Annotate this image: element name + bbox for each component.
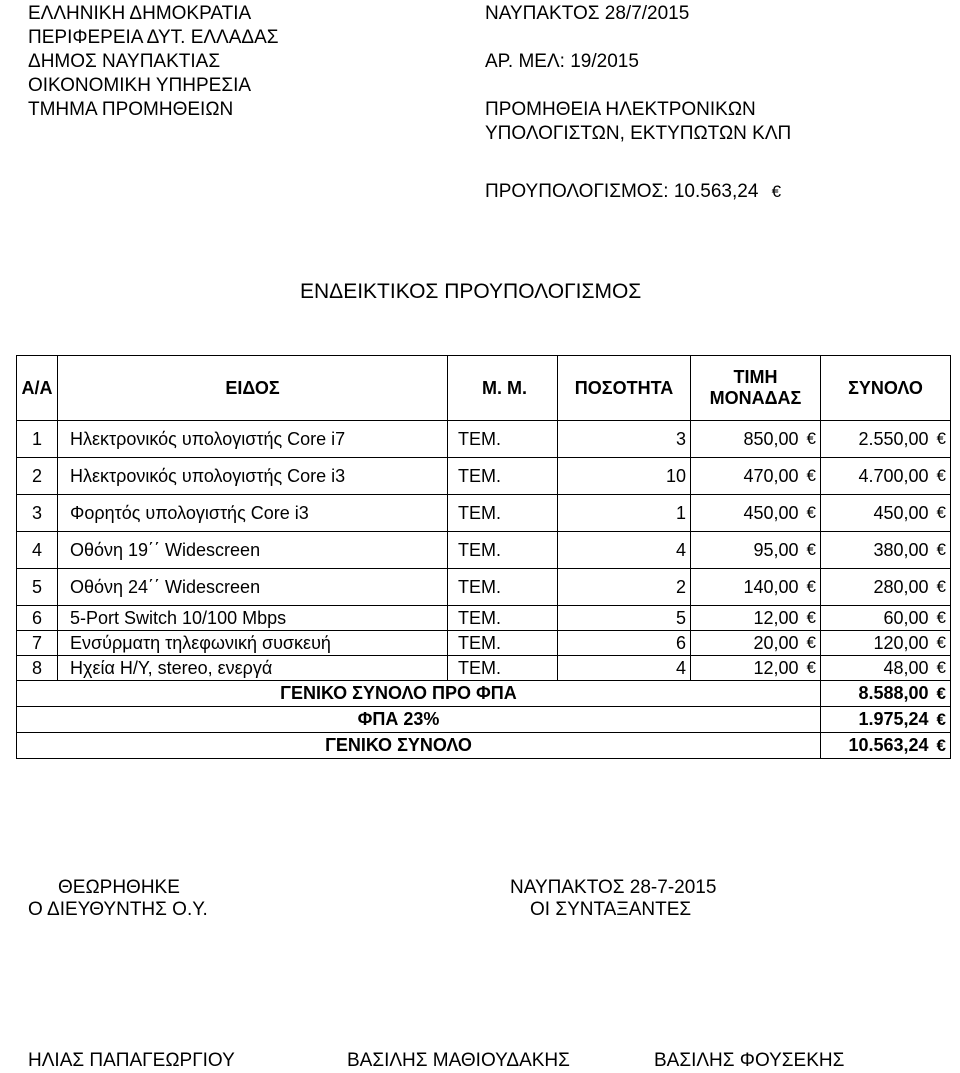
euro-icon: € xyxy=(806,633,816,652)
signatory-name: ΗΛΙΑΣ ΠΑΠΑΓΕΩΡΓΙΟΥ xyxy=(28,1050,235,1071)
total-value: 4.700,00 xyxy=(858,465,929,486)
euro-icon: € xyxy=(936,429,946,448)
table-row xyxy=(17,569,951,606)
summary-value: 10.563,24 xyxy=(848,735,929,755)
table-row xyxy=(17,458,951,495)
euro-icon: € xyxy=(806,466,816,485)
euro-icon: € xyxy=(806,503,816,522)
row-total xyxy=(821,532,951,569)
subject-line: ΥΠΟΛΟΓΙΣΤΩΝ, ΕΚΤΥΠΩΤΩΝ ΚΛΠ xyxy=(485,123,792,144)
table-row xyxy=(17,532,951,569)
summary-row xyxy=(17,707,951,733)
header-aa: Α/Α xyxy=(17,356,58,421)
euro-icon: € xyxy=(936,735,946,755)
director-title: Ο ΔΙΕΥΘΥΝΤΗΣ Ο.Υ. xyxy=(28,899,208,920)
row-aa: 2 xyxy=(17,458,58,495)
header-item: ΕΙΔΟΣ xyxy=(58,356,448,421)
row-unit-price xyxy=(691,656,821,681)
row-unit: ΤΕΜ. xyxy=(448,421,558,458)
approval-date: ΝΑΥΠΑΚΤΟΣ 28-7-2015 xyxy=(510,877,717,898)
row-qty: 2 xyxy=(558,569,691,606)
price-value: 470,00 xyxy=(743,465,799,486)
row-unit-price xyxy=(691,631,821,656)
euro-icon: € xyxy=(936,658,946,677)
row-total xyxy=(821,631,951,656)
row-item: Ενσύρματη τηλεφωνική συσκευή xyxy=(58,631,448,656)
euro-icon: € xyxy=(771,182,782,201)
summary-label: ΓΕΝΙΚΟ ΣΥΝΟΛΟ xyxy=(17,733,821,759)
row-item: 5-Port Switch 10/100 Mbps xyxy=(58,606,448,631)
approval-label: ΘΕΩΡΗΘΗΚΕ xyxy=(58,877,180,898)
price-value: 95,00 xyxy=(753,539,799,560)
table-row xyxy=(17,631,951,656)
euro-icon: € xyxy=(936,683,946,703)
summary-label: ΓΕΝΙΚΟ ΣΥΝΟΛΟ ΠΡΟ ΦΠΑ xyxy=(17,681,821,707)
row-unit-price xyxy=(691,606,821,631)
summary-amount xyxy=(821,707,951,733)
euro-icon: € xyxy=(806,608,816,627)
budget-table xyxy=(16,355,951,759)
table-row xyxy=(17,421,951,458)
row-aa: 7 xyxy=(17,631,58,656)
issuer-line: ΕΛΛΗΝΙΚΗ ΔΗΜΟΚΡΑΤΙΑ xyxy=(28,3,252,24)
row-total xyxy=(821,458,951,495)
row-total xyxy=(821,495,951,532)
budget-text: ΠΡΟΥΠΟΛΟΓΙΣΜΟΣ: 10.563,24 xyxy=(485,181,759,202)
row-unit-price xyxy=(691,421,821,458)
row-qty: 6 xyxy=(558,631,691,656)
price-value: 140,00 xyxy=(743,576,799,597)
row-item: Φορητός υπολογιστής Core i3 xyxy=(58,495,448,532)
row-total xyxy=(821,569,951,606)
total-value: 380,00 xyxy=(873,539,929,560)
authors-title: ΟΙ ΣΥΝΤΑΞΑΝΤΕΣ xyxy=(530,899,692,920)
row-unit-price xyxy=(691,495,821,532)
row-qty: 5 xyxy=(558,606,691,631)
row-qty: 10 xyxy=(558,458,691,495)
total-value: 120,00 xyxy=(873,632,929,653)
row-unit: ΤΕΜ. xyxy=(448,656,558,681)
price-value: 450,00 xyxy=(743,502,799,523)
total-value: 60,00 xyxy=(883,607,929,628)
row-unit-price xyxy=(691,532,821,569)
euro-icon: € xyxy=(806,540,816,559)
euro-icon: € xyxy=(806,429,816,448)
header-unit: Μ. Μ. xyxy=(448,356,558,421)
table-row xyxy=(17,495,951,532)
subject-block xyxy=(485,98,791,146)
budget-line xyxy=(485,180,781,204)
row-aa: 5 xyxy=(17,569,58,606)
issuer-line: ΠΕΡΙΦΕΡΕΙΑ ΔΥΤ. ΕΛΛΑΔΑΣ xyxy=(28,27,279,48)
row-unit: ΤΕΜ. xyxy=(448,569,558,606)
issuer-line: ΔΗΜΟΣ ΝΑΥΠΑΚΤΙΑΣ xyxy=(28,51,221,72)
row-total xyxy=(821,606,951,631)
table-row xyxy=(17,656,951,681)
price-value: 850,00 xyxy=(743,428,799,449)
euro-icon: € xyxy=(936,503,946,522)
row-unit: ΤΕΜ. xyxy=(448,631,558,656)
price-value: 12,00 xyxy=(753,607,799,628)
row-qty: 3 xyxy=(558,421,691,458)
summary-row xyxy=(17,733,951,759)
euro-icon: € xyxy=(806,577,816,596)
summary-value: 1.975,24 xyxy=(858,709,929,729)
row-qty: 4 xyxy=(558,532,691,569)
row-unit: ΤΕΜ. xyxy=(448,532,558,569)
euro-icon: € xyxy=(936,709,946,729)
issuer-block xyxy=(28,2,279,122)
row-unit: ΤΕΜ. xyxy=(448,495,558,532)
total-value: 48,00 xyxy=(883,657,929,678)
table-row xyxy=(17,606,951,631)
row-aa: 6 xyxy=(17,606,58,631)
row-aa: 4 xyxy=(17,532,58,569)
row-item: Οθόνη 19΄΄ Widescreen xyxy=(58,532,448,569)
header-unit-price xyxy=(691,356,821,421)
euro-icon: € xyxy=(936,577,946,596)
euro-icon: € xyxy=(936,633,946,652)
row-item: Οθόνη 24΄΄ Widescreen xyxy=(58,569,448,606)
header-total: ΣΥΝΟΛΟ xyxy=(821,356,951,421)
signatory-name: ΒΑΣΙΛΗΣ ΜΑΘΙΟΥΔΑΚΗΣ xyxy=(347,1050,570,1071)
row-aa: 8 xyxy=(17,656,58,681)
row-unit: ΤΕΜ. xyxy=(448,606,558,631)
signatory-name: ΒΑΣΙΛΗΣ ΦΟΥΣΕΚΗΣ xyxy=(654,1050,845,1071)
row-item: Ηλεκτρονικός υπολογιστής Core i7 xyxy=(58,421,448,458)
row-total xyxy=(821,421,951,458)
header-price-line: ΜΟΝΑΔΑΣ xyxy=(709,388,802,408)
table-header-row xyxy=(17,356,951,421)
total-value: 450,00 xyxy=(873,502,929,523)
approval-right xyxy=(510,877,716,921)
total-value: 2.550,00 xyxy=(858,428,929,449)
row-aa: 3 xyxy=(17,495,58,532)
summary-amount xyxy=(821,681,951,707)
row-item: Ηλεκτρονικός υπολογιστής Core i3 xyxy=(58,458,448,495)
summary-label: ΦΠΑ 23% xyxy=(17,707,821,733)
issuer-line: ΟΙΚΟΝΟΜΙΚΗ ΥΠΗΡΕΣΙΑ xyxy=(28,75,252,96)
summary-amount xyxy=(821,733,951,759)
row-item: Ηχεία Η/Υ, stereo, ενεργά xyxy=(58,656,448,681)
row-unit-price xyxy=(691,458,821,495)
row-qty: 4 xyxy=(558,656,691,681)
price-value: 20,00 xyxy=(753,632,799,653)
row-total xyxy=(821,656,951,681)
euro-icon: € xyxy=(936,466,946,485)
header-qty: ΠΟΣΟΤΗΤΑ xyxy=(558,356,691,421)
row-unit: ΤΕΜ. xyxy=(448,458,558,495)
row-unit-price xyxy=(691,569,821,606)
row-qty: 1 xyxy=(558,495,691,532)
study-number: ΑΡ. ΜΕΛ: 19/2015 xyxy=(485,51,639,72)
euro-icon: € xyxy=(936,608,946,627)
row-aa: 1 xyxy=(17,421,58,458)
euro-icon: € xyxy=(806,658,816,677)
approval-left xyxy=(28,877,208,921)
total-value: 280,00 xyxy=(873,576,929,597)
summary-value: 8.588,00 xyxy=(858,683,929,703)
subject-line: ΠΡΟΜΗΘΕΙΑ ΗΛΕΚΤΡΟΝΙΚΩΝ xyxy=(485,99,756,120)
page-title: ΕΝΔΕΙΚΤΙΚΟΣ ΠΡΟΥΠΟΛΟΓΙΣΜΟΣ xyxy=(300,280,642,303)
euro-icon: € xyxy=(936,540,946,559)
issuer-line: ΤΜΗΜΑ ΠΡΟΜΗΘΕΙΩΝ xyxy=(28,99,234,120)
doc-date: ΝΑΥΠΑΚΤΟΣ 28/7/2015 xyxy=(485,3,690,24)
header-price-line: ΤΙΜΗ xyxy=(733,367,778,387)
summary-row xyxy=(17,681,951,707)
price-value: 12,00 xyxy=(753,657,799,678)
